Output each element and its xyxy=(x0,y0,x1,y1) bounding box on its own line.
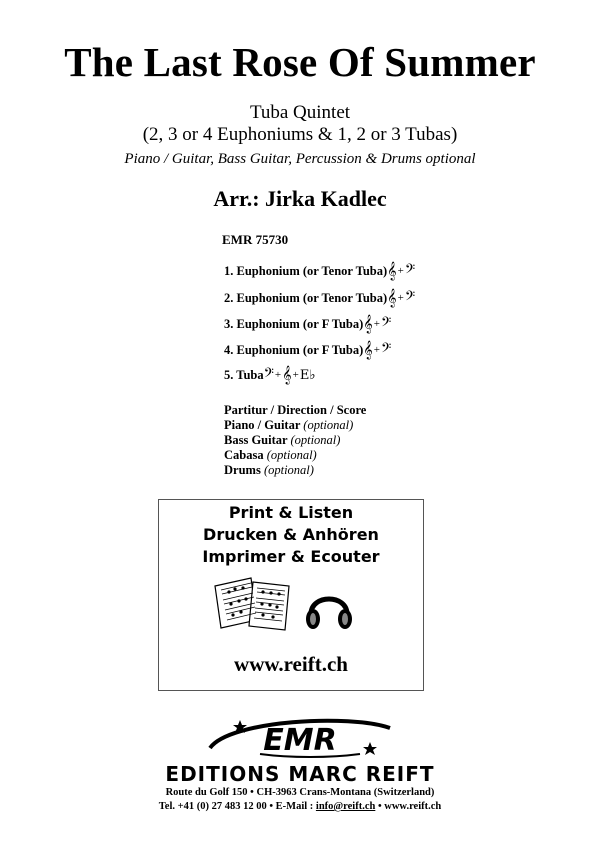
emr-logo xyxy=(200,714,400,760)
extra-label: Piano / Guitar xyxy=(224,418,301,432)
treble-clef-icon: 𝄞 xyxy=(363,314,373,333)
email-link[interactable]: info@reift.ch xyxy=(315,801,376,812)
bass-clef-icon: 𝄢 xyxy=(380,314,392,333)
part-label: 2. Euphonium (or Tenor Tuba) xyxy=(224,290,388,305)
part-label: 5. Tuba xyxy=(224,367,264,382)
part-4 xyxy=(224,342,391,358)
logo-text: EMR xyxy=(263,723,337,758)
promo-line-english: Print & Listen xyxy=(228,503,354,522)
extra-note: (optional) xyxy=(303,418,354,432)
catalog-number: EMR 75730 xyxy=(222,232,289,247)
publisher-address: Route du Golf 150 • CH-3963 Crans-Montana (Switzerland) xyxy=(165,787,435,798)
promo-url: www.reift.ch xyxy=(234,652,348,676)
e-flat-label: E♭ xyxy=(299,367,316,383)
extra-cabasa xyxy=(224,448,317,463)
bass-clef-icon: 𝄢 xyxy=(404,261,416,280)
treble-clef-icon: 𝄞 xyxy=(387,261,397,280)
plus-sign: + xyxy=(373,344,380,356)
plus-sign: + xyxy=(274,369,282,381)
page-title: The Last Rose Of Summer xyxy=(64,39,536,85)
optional-instruments: Piano / Guitar, Bass Guitar, Percussion & Drums optional xyxy=(124,151,476,167)
plus-sign: + xyxy=(397,292,404,304)
extra-note: (optional) xyxy=(263,463,314,477)
plus-sign: + xyxy=(397,265,404,277)
part-label: 4. Euphonium (or F Tuba) xyxy=(224,342,364,357)
bass-clef-icon: 𝄢 xyxy=(263,365,274,384)
contact-phone: Tel. +41 (0) 27 483 12 00 • E-Mail : xyxy=(158,801,316,812)
promo-line-german: Drucken & Anhören xyxy=(203,525,379,544)
extra-label: Bass Guitar xyxy=(224,433,288,447)
part-2 xyxy=(224,290,415,306)
sheet-music-icon xyxy=(213,576,297,632)
extra-note: (optional) xyxy=(290,433,341,447)
treble-clef-icon: 𝄞 xyxy=(363,340,373,359)
part-label: 3. Euphonium (or F Tuba) xyxy=(224,316,364,331)
promo-line-french: Imprimer & Ecouter xyxy=(202,547,380,566)
treble-clef-icon: 𝄞 xyxy=(387,288,397,307)
extra-score xyxy=(224,403,366,418)
subtitle: Tuba Quintet xyxy=(249,102,351,123)
arranger: Arr.: Jirka Kadlec xyxy=(213,186,387,211)
instrumentation: (2, 3 or 4 Euphoniums & 1, 2 or 3 Tubas) xyxy=(142,124,458,145)
extra-label: Partitur / Direction / Score xyxy=(224,403,367,417)
extra-drums xyxy=(224,463,314,478)
publisher-name: EDITIONS MARC REIFT xyxy=(165,762,435,786)
plus-sign: + xyxy=(292,369,299,381)
part-5 xyxy=(224,367,315,383)
publisher-contact xyxy=(0,801,600,812)
headphones-icon xyxy=(303,584,355,636)
contact-web: • www.reift.ch xyxy=(375,801,442,812)
extra-piano-guitar xyxy=(224,418,353,433)
part-1 xyxy=(224,263,415,279)
extra-bass-guitar xyxy=(224,433,340,448)
bass-clef-icon: 𝄢 xyxy=(380,340,392,359)
part-3 xyxy=(224,316,391,332)
extra-label: Drums xyxy=(224,463,261,477)
extra-label: Cabasa xyxy=(224,448,264,462)
extra-note: (optional) xyxy=(266,448,317,462)
part-label: 1. Euphonium (or Tenor Tuba) xyxy=(224,263,388,278)
plus-sign: + xyxy=(373,318,380,330)
bass-clef-icon: 𝄢 xyxy=(404,288,416,307)
print-listen-box xyxy=(158,499,424,691)
treble-clef-icon: 𝄞 xyxy=(282,365,292,384)
